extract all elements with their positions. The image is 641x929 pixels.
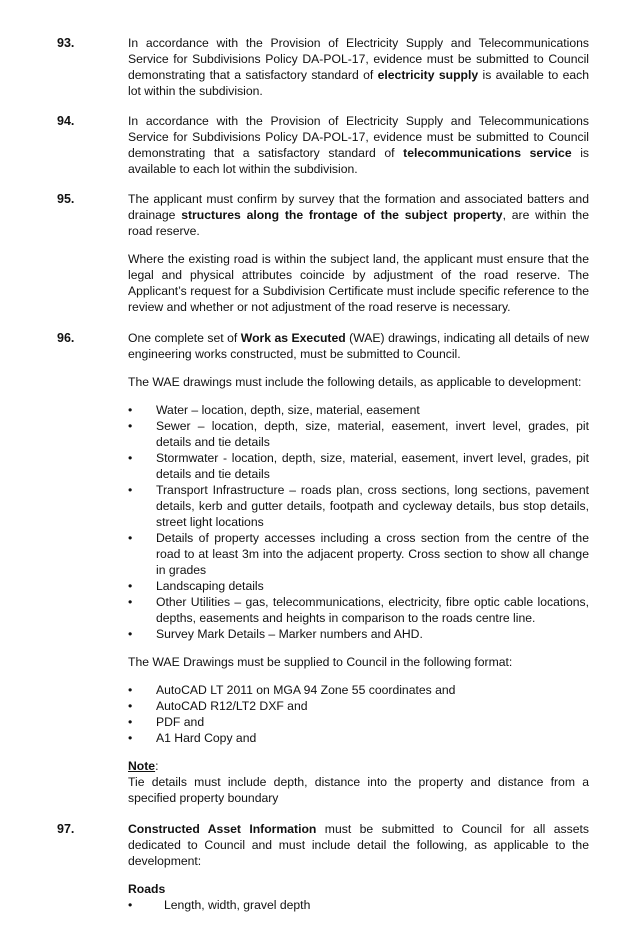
note-block [128, 758, 589, 806]
list-item [128, 714, 589, 730]
emphasis-text: telecommunications service [403, 146, 572, 160]
condition-paragraph [128, 330, 589, 362]
list-item [128, 730, 589, 746]
bullet-icon: • [128, 483, 133, 497]
list-item [128, 418, 589, 450]
condition-number: 97. [57, 822, 75, 836]
bullet-icon: • [128, 595, 133, 609]
list-item-text: Water – location, depth, size, material, easement [156, 403, 420, 417]
list-item [128, 594, 589, 626]
list-item-text: Sewer – location, depth, size, material, easement, invert level, grades, pit details and tie details [156, 419, 589, 449]
paragraph-text: In accordance with the Provision of Electricity Supply and Telecommunications Service for Subdivisions Policy DA-POL-17, evidence must be submitted to Council demonstrating that a satisfactory standard of [128, 114, 589, 160]
condition-paragraph [128, 35, 589, 99]
list-item [128, 530, 589, 578]
paragraph-text: must be submitted to Council for all assets dedicated to Council and must include detail the following, as applicable to the development: [128, 822, 589, 868]
paragraph-text: The applicant must confirm by survey that the formation and associated batters and drainage [128, 192, 589, 222]
bullet-icon: • [128, 403, 133, 417]
list-item-text: Survey Mark Details – Marker numbers and AHD. [156, 627, 423, 641]
emphasis-text: structures along the frontage of the subject property [181, 208, 503, 222]
list-item-text: Landscaping details [156, 579, 264, 593]
list-item-text: AutoCAD LT 2011 on MGA 94 Zone 55 coordinates and [156, 683, 456, 697]
list-item-text: Stormwater - location, depth, size, material, easement, invert level, grades, pit details and tie details [156, 451, 589, 481]
emphasis-text: electricity supply [377, 68, 479, 82]
list-item [128, 482, 589, 530]
condition-body [128, 330, 589, 806]
condition-paragraph [128, 113, 589, 177]
list-item-text: Details of property accesses including a cross section from the centre of the road to at least 3m into the adjacent property. Cross section to show all change in grades [156, 531, 589, 577]
condition-number: 93. [57, 36, 75, 50]
condition-body [128, 113, 589, 177]
bullet-icon: • [128, 699, 133, 713]
note-heading: Note [128, 759, 156, 773]
bullet-icon: • [128, 451, 133, 465]
condition-number: 94. [57, 114, 75, 128]
format-intro: The WAE Drawings must be supplied to Council in the following format: [128, 655, 513, 669]
paragraph-text: One complete set of [128, 331, 241, 345]
condition-number: 96. [57, 331, 75, 345]
paragraph-text: is available to each lot within the subdivision. [128, 146, 590, 176]
list-item [128, 402, 589, 418]
bullet-icon: • [128, 683, 133, 697]
note-colon: : [155, 759, 159, 773]
list-item [128, 682, 589, 698]
condition-paragraph [128, 191, 589, 239]
paragraph-text: (WAE) drawings, indicating all details of new engineering works constructed, must be submitted to Council. [128, 331, 589, 361]
details-intro: The WAE drawings must include the following details, as applicable to development: [128, 375, 582, 389]
list-item-text: AutoCAD R12/LT2 DXF and [156, 699, 308, 713]
emphasis-text: Constructed Asset Information [128, 822, 317, 836]
condition-paragraph: Where the existing road is within the subject land, the applicant must ensure that the legal and physical attributes coincide by adjustment of the road reserve. The Applicant’s request for a Subdivision Certificate must include specific reference to the review and whether or not adjustment of the road reserve is necessary. [128, 252, 589, 314]
paragraph-text: is available to each lot within the subdivision. [128, 68, 589, 98]
list-item [128, 626, 589, 642]
bullet-icon: • [128, 898, 133, 912]
condition-paragraph [128, 821, 589, 869]
condition-body [128, 821, 589, 913]
bullet-icon: • [128, 627, 133, 641]
condition-number: 95. [57, 192, 75, 206]
list-item-text: A1 Hard Copy and [156, 731, 257, 745]
note-text: Tie details must include depth, distance into the property and distance from a specified property boundary [128, 775, 589, 805]
bullet-icon: • [128, 531, 133, 545]
list-item-text: Length, width, gravel depth [164, 898, 311, 912]
roads-list [128, 897, 589, 913]
bullet-icon: • [128, 731, 133, 745]
list-item [128, 897, 589, 913]
condition-body [128, 191, 589, 315]
condition-body [128, 35, 589, 99]
bullet-icon: • [128, 579, 133, 593]
bullet-icon: • [128, 715, 133, 729]
list-item [128, 578, 589, 594]
roads-heading: Roads [128, 882, 166, 896]
list-item-text: PDF and [156, 715, 205, 729]
paragraph-text: In accordance with the Provision of Electricity Supply and Telecommunications Service for Subdivisions Policy DA-POL-17, evidence must be submitted to Council demonstrating that a satisfactory standard of [128, 36, 589, 82]
emphasis-text: Work as Executed [240, 331, 346, 345]
bullet-icon: • [128, 419, 133, 433]
paragraph-text: , are within the road reserve. [128, 208, 589, 238]
list-item [128, 698, 589, 714]
list-item-text: Other Utilities – gas, telecommunications, electricity, fibre optic cable locations, depths, easements and heights in comparison to the roads centre line. [156, 595, 589, 625]
list-item [128, 450, 589, 482]
details-list [128, 402, 589, 642]
format-list [128, 682, 589, 746]
list-item-text: Transport Infrastructure – roads plan, cross sections, long sections, pavement details, kerb and gutter details, footpath and cycleway details, bus stop details, street light locations [156, 483, 589, 529]
